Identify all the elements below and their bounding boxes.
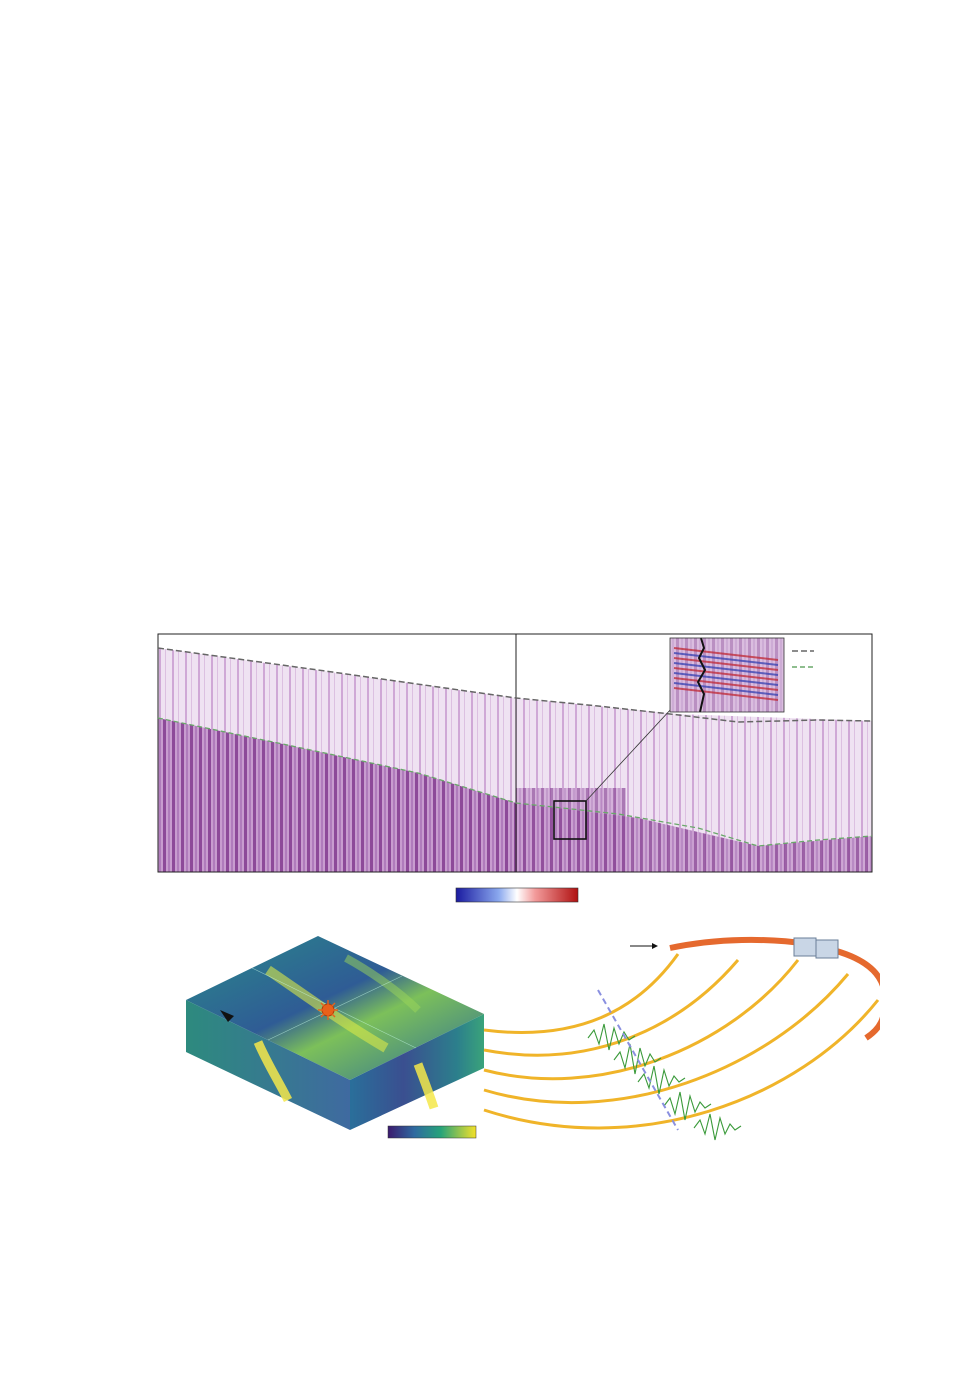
fibre-lines — [484, 954, 878, 1128]
zoom-inset — [670, 638, 784, 712]
das-interrogator-icon — [794, 938, 838, 958]
main-cable — [670, 940, 880, 1038]
figure-b — [118, 930, 880, 1162]
stacking-line — [598, 990, 678, 1130]
figure-a-svg — [118, 618, 880, 924]
figure-b-svg — [118, 930, 880, 1162]
fibre-arrowhead-icon — [652, 943, 658, 949]
cc-colorbar — [388, 1126, 476, 1138]
backprojection-volume — [186, 936, 484, 1130]
colorbar — [456, 888, 578, 902]
figure-a — [118, 618, 880, 924]
epicenter-star-icon — [318, 1000, 338, 1020]
